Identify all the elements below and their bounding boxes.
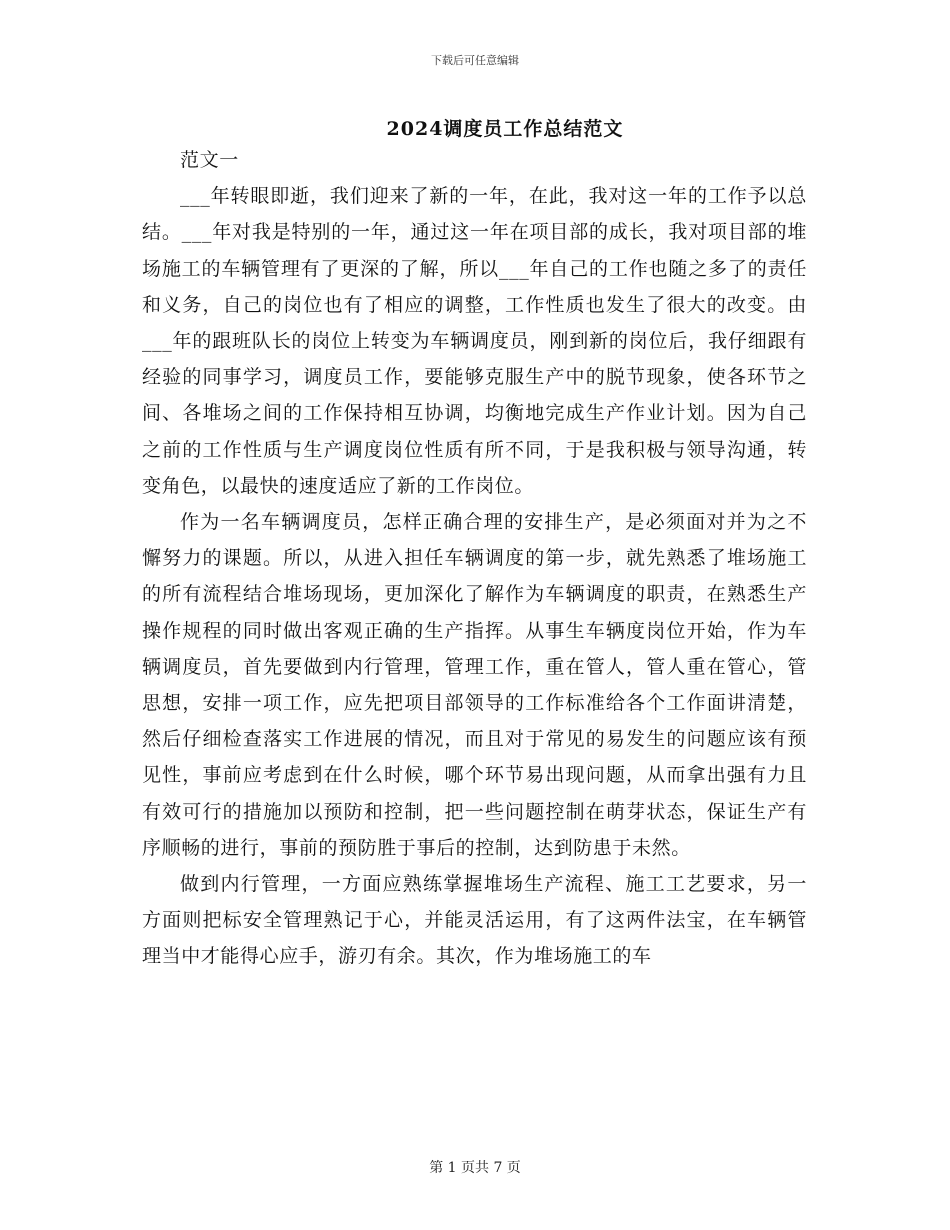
document-body — [142, 142, 807, 975]
body-paragraph: ___年转眼即逝，我们迎来了新的一年，在此，我对这一年的工作予以总结。___年对我是特别的一年，通过这一年在项目部的成长，我对项目部的堆场施工的车辆管理有了更深的了解，所以___年自己的工作也随之多了的责任和义务，自己的岗位也有了相应的调整，工作性质也发生了很大的改变。由___年的跟班队长的岗位上转变为车辆调度员，刚到新的岗位后，我仔细跟有经验的同事学习，调度员工作，要能够克服生产中的脱节现象，使各环节之间、各堆场之间的工作保持相互协调，均衡地完成生产作业计划。因为自己之前的工作性质与生产调度岗位性质有所不同，于是我积极与领导沟通，转变角色，以最快的速度适应了新的工作岗位。 — [142, 185, 807, 497]
section-label: 范文一 — [180, 149, 239, 171]
body-paragraph: 作为一名车辆调度员，怎样正确合理的安排生产，是必须面对并为之不懈努力的课题。所以，从进入担任车辆调度的第一步，就先熟悉了堆场施工的所有流程结合堆场现场，更加深化了解作为车辆调度的职责，在熟悉生产操作规程的同时做出客观正确的生产指挥。从事生车辆度岗位开始，作为车辆调度员，首先要做到内行管理，管理工作，重在管人，管人重在管心，管思想，安排一项工作，应先把项目部领导的工作标准给各个工作面讲清楚，然后仔细检查落实工作进展的情况，而且对于常见的易发生的问题应该有预见性，事前应考虑到在什么时候，哪个环节易出现问题，从而拿出强有力且有效可行的措施加以预防和控制，把一些问题控制在萌芽状态，保证生产有序顺畅的进行，事前的预防胜于事后的控制，达到防患于未然。 — [142, 511, 807, 859]
body-paragraph: 做到内行管理，一方面应熟练掌握堆场生产流程、施工工艺要求，另一方面则把标安全管理熟记于心，并能灵活运用，有了这两件法宝，在车辆管理当中才能得心应手，游刃有余。其次，作为堆场施工的车 — [142, 873, 807, 968]
header-note: 下载后可任意编辑 — [431, 54, 519, 67]
document-title: 2024调度员工作总结范文 — [386, 118, 624, 140]
page-indicator: 第 1 页共 7 页 — [429, 1160, 521, 1176]
